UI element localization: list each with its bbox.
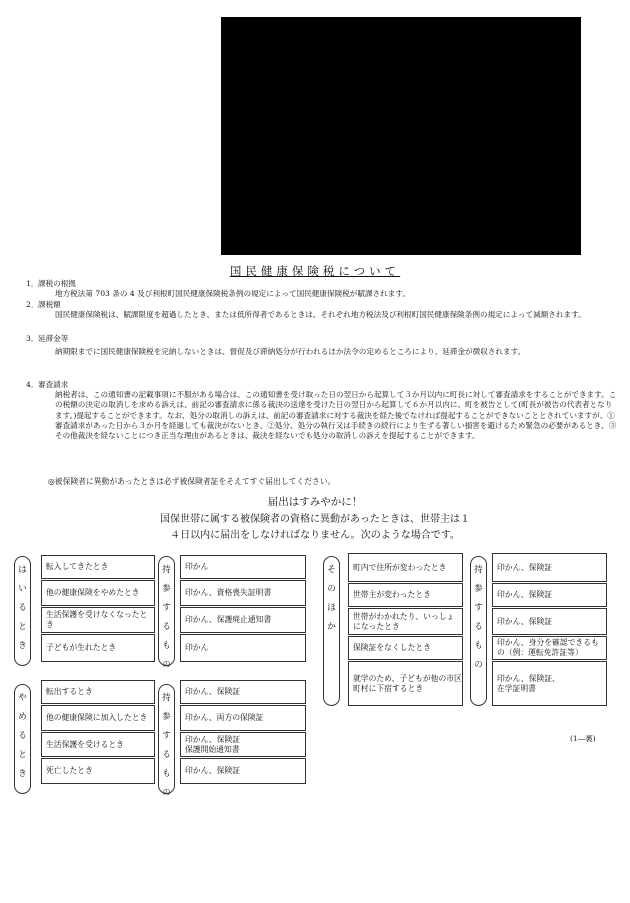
page-title: 国民健康保険税について [229,264,401,278]
item-cell: 印かん、保険証、 在学証明書 [492,661,607,706]
case-cell: 他の健康保険に加入したとき [41,705,155,731]
label-pill-yameru: や め る と き [14,684,31,794]
bring-pill-sonota: 持 参 す る も の [470,556,487,706]
item-cell: 印かん、保険証 [180,680,306,704]
bring-pill-hairu: 持 参 す る も の [158,556,175,666]
case-cell: 生活保護を受けるとき [41,732,155,757]
item-cell: 印かん、保険証 [492,608,607,635]
section-1: 1． 課税の根拠 地方税法第 703 条の 4 及び利根町国民健康保険税条例の規定によって国民健康保険税が賦課されます。 [26,279,410,299]
item-cell: 印かん、身分を確認できるもの（例：運転免許証等） [492,636,607,660]
notice-text: ◎被保険者に異動があったときは必ず被保険者証をそえてすぐ届出してください。 [48,477,336,486]
item-cell: 印かん [180,555,306,579]
item-cell: 印かん、保険証 [180,758,306,784]
intro-line-2: ４日以内に届出をしなければなりません。次のような場合です。 [170,530,460,541]
item-cell: 印かん、保険証 [492,583,607,607]
case-cell: 子どもが生れたとき [41,634,155,662]
case-cell: 生活保護を受けなくなったとき [41,607,155,633]
case-cell: 世帯がわかれたり、いっしょになったとき [348,608,463,635]
heading: 届出はすみやかに！ [267,496,363,508]
label-pill-hairu: は い る と き [14,556,31,666]
case-cell: 世帯主が変わったとき [348,583,463,607]
case-cell: 転出するとき [41,680,155,704]
case-cell: 死亡したとき [41,758,155,784]
section-3: 3． 延滞金等 納期限までに国民健康保険税を完納しないときは、督促及び滞納処分が行われるほか法令の定めるところにより、延滞金が徴収されます。 [26,334,526,357]
bring-pill-yameru: 持 参 す る も の [158,684,175,794]
item-cell: 印かん、両方の保険証 [180,705,306,731]
page-number: (1―裏) [570,734,596,743]
label-pill-sonota: そ の ほ か [323,556,340,706]
case-cell: 他の健康保険をやめたとき [41,580,155,606]
item-cell: 印かん、保険証 [492,553,607,582]
case-cell: 就学のため、子どもが他の市区町村に下宿するとき [348,661,463,706]
case-cell: 転入してきたとき [41,555,155,579]
section-2: 2． 課税額 国民健康保険税は、賦課限度を超過したとき、または低所得者であるときは、それぞれ地方税法及び利根町国民健康保険条例の規定によって減額されます。 [26,300,586,320]
item-cell: 印かん、資格喪失証明書 [180,580,306,606]
item-cell: 印かん [180,634,306,662]
item-cell: 印かん、保険証 保護開始通知書 [180,732,306,757]
case-cell: 保険証をなくしたとき [348,636,463,660]
intro-line-1: 国保世帯に属する被保険者の資格に異動があったときは、世帯主は１ [160,514,470,525]
section-4: 4． 審査請求 納税者は、この通知書の記載事項に不服がある場合は、この通知書を受け取った日の翌日から起算して３か月以内に町長に対して審査請求をすることができます。この税額の決定の取消しを求める訴えは、前記の審査請求に係る裁決の送達を受けた日の翌日から起算して６か月以内に、町を被告として(町長が被告の代表者となります。)提起することができます。なお、処分の取消しの訴えは、前記の審査請求に対する裁決を経た後でなければ提起することができないこととされていますが、①審査請求があった日から３か月を経過しても裁決がないとき、②処分、処分の執行又は手続きの続行により生ずる著しい損害を避けるため緊急の必要があるとき、③その他裁決を経ないことにつき正当な理由があるときは、裁決を経ないでも処分の取消しの訴えを提起することができます。 [26,380,617,441]
case-cell: 町内で住所が変わったとき [348,553,463,582]
redacted-image-block [221,17,581,255]
item-cell: 印かん、保護廃止通知書 [180,607,306,633]
